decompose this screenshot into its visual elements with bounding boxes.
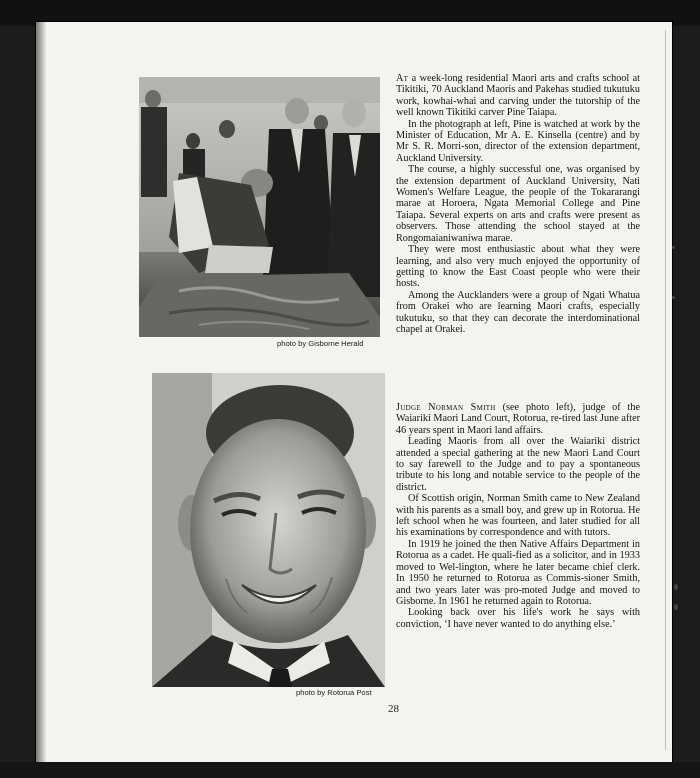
photo-carving-workshop [139,77,380,337]
article2-paragraph-5: Looking back over his life's work he says with conviction, ‘I have never wanted to do anything else.’ [396,607,640,630]
article2-paragraph-3: Of Scottish origin, Norman Smith came to New Zealand with his parents as a small boy, and grew up in Rotorua. He left school when he was fourteen, and later studied for all his examinations by correspondence and with tutors. [396,493,640,539]
article1-lead-caps: At [396,73,409,84]
article2-lead-caps: Judge Norman Smith [396,402,496,413]
dust-speck [672,296,675,299]
article-judge-norman-smith [396,402,640,630]
article1-paragraph-4: They were most enthusiastic about what they were learning, and also very much enjoyed the opportunity of getting to know the East Coast people who were their hosts. [396,244,640,290]
photo-portrait-judge [152,373,385,687]
article1-paragraph-3: The course, a highly successful one, was organised by the extension department of Auckland University, Nati Women's Welfare League, the people of the Tokararangi marae at Horoera, Ngata Memorial College and Pine Taiapa. Several experts on arts and crafts were present as observers. Those attending the school stayed at the Rongomaianiwaniwa marae. [396,164,640,244]
article1-paragraph-1: At a week-long residential Maori arts and crafts school at Tikitiki, 70 Auckland Maoris and Pakehas studied tukutuku work, kowhai-whai and carving under the tutorship of the well known Tikitiki carver Pine Taiapa. [396,73,640,119]
article2-paragraph-1: Judge Norman Smith (see photo left), judge of the Waiariki Maori Land Court, Rotorua, re-tired last June after 46 years spent in Maori land affairs. [396,402,641,436]
page-gutter-shadow [36,22,46,762]
dust-speck [674,584,678,590]
photo-credit-rotorua: photo by Rotorua Post [296,688,372,697]
page-edge-rule [665,30,666,750]
page-number: 28 [388,703,399,715]
dust-speck [672,246,675,249]
photo-credit-gisborne: photo by Gisborne Herald [277,339,364,348]
article1-paragraph-2: In the photograph at left, Pine is watched at work by the Minister of Education, Mr A. E. Kinsella (centre) and by Mr S. R. Morri-son, director of the extension department, Auckland University. [396,118,640,164]
article1-paragraph-5: Among the Aucklanders were a group of Ngati Whatua from Orakei who are learning Maori crafts, especially tukutuku, so that they can decorate the interdominational chapel at Orakei. [396,289,640,335]
dust-speck [674,604,678,610]
article2-paragraph-4: In 1919 he joined the then Native Affairs Department in Rotorua as a cadet. He quali-fied as a solicitor, and in 1933 moved to Wel-lington, where he later became chief clerk. In 1950 he returned to Rotorua as Commis-sioner Smith, and two years later was pro-moted Judge and moved to Gisborne. In 1961 he returned again to Rotorua. [396,538,640,607]
article2-paragraph-2: Leading Maoris from all over the Waiariki district attended a special gathering at the new Maori Land Court to say farewell to the Judge and to pay a spontaneous tribute to his long and notable service to the people of the district. [396,436,640,493]
scan-border-bottom [0,762,700,778]
article-arts-crafts-school [396,73,640,335]
